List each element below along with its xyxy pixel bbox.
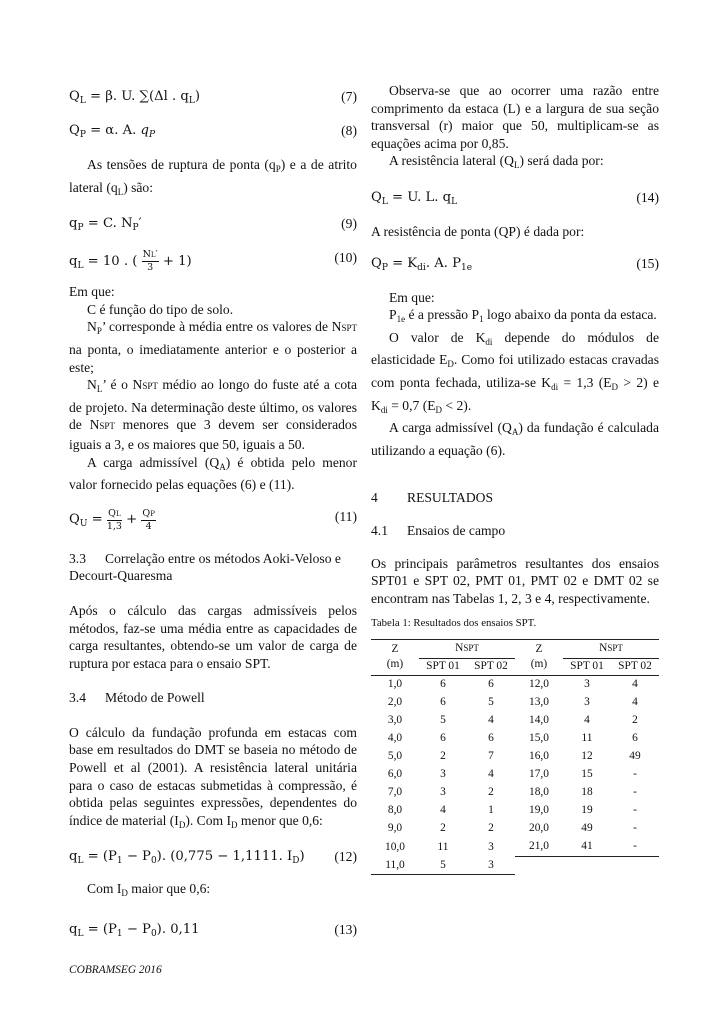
paragraph-4-1: Os principais parâmetros resultantes dos ensaios SPT01 e SPT 02, PMT 01, PMT 02 e DMT 02 se encontram nas Tabelas 1, 2, 3 e 4, respectivamente.	[371, 555, 659, 606]
equation-12-number: (12)	[334, 849, 357, 865]
equation-11-number: (11)	[334, 508, 357, 524]
left-column	[69, 82, 357, 941]
table-row	[371, 784, 659, 802]
nspt-cell: 5	[440, 714, 446, 727]
nspt-cell: 15	[581, 768, 593, 781]
nspt-cell: 11	[581, 732, 593, 745]
table-row	[371, 802, 659, 820]
depth-cell: 7,0	[387, 786, 403, 799]
equation-13	[69, 921, 357, 941]
heading-3-3-number: 3.3	[69, 550, 86, 566]
equation-7	[69, 88, 357, 108]
equation-12-expression: $q_L = (P_1 - P_0)$. (0,775 − 1,1111. $I_D$)	[69, 849, 305, 867]
depth-cell: 15,0	[529, 732, 549, 745]
equation-13-number: (13)	[334, 922, 357, 938]
qa-paragraph-right: A carga admissível $(Q_A)$ da fundação é calculada utilizando a equação (6).	[371, 420, 659, 458]
heading-3-4-title: Método de Powell	[105, 690, 205, 706]
table-row	[371, 712, 659, 730]
equation-14	[371, 189, 659, 209]
spt02-header-right: SPT 02	[611, 658, 659, 675]
paragraph-3-3: Após o cálculo das cargas admissíveis pelos métodos, faz-se uma média entre as capacidades de carga resultantes, obtendo-se um valor de carga de ruptura por estaca para o ensaio SPT.	[69, 602, 357, 671]
nspt-cell: 19	[581, 804, 593, 817]
nspt-cell: 1	[488, 804, 494, 817]
kdi-definition: O valor de $K_{di}$ depende do módulos de elasticidade $E_D$. Como foi utilizado estacas cravadas com ponta fechada, utiliza-se $K_{di} = 1,3$ $(E_D > 2)$ e $K_{di} = 0,7$ $(E_D < 2)$.	[371, 329, 660, 415]
equation-15-expression: $Q_P = K_{di}$. A. $P_{1e}$	[371, 255, 473, 273]
table-row	[371, 856, 659, 875]
equation-10-expression: $q_L = 10$ . ( $\frac{NL'}{3}$ + 1)	[69, 249, 192, 274]
paragraph-3-4: O cálculo da fundação profunda em estacas com base em resultados do DMT se baseia no método de Powell et al (2001). A resistência lateral unitária para o caso de estacas submetidas à compressão, é obtida pelas seguintes expressões, dependentes do índice de material $(I_D)$. Com $I_D$ menor que 0,6:	[69, 724, 357, 830]
depth-cell: 6,0	[387, 768, 403, 781]
spt01-header-right: SPT 01	[563, 658, 611, 675]
nspt-cell: 3	[584, 696, 590, 709]
depth-cell: 1,0	[387, 678, 403, 691]
equation-7-number: (7)	[341, 89, 357, 104]
depth-cell: 4,0	[387, 732, 403, 745]
table-caption: Tabela 1: Resultados dos ensaios SPT.	[371, 617, 537, 630]
heading-4	[371, 489, 659, 507]
depth-cell: 13,0	[529, 696, 549, 709]
spt01-header-left: SPT 01	[419, 658, 467, 675]
nspt-cell: 4	[488, 768, 494, 781]
nspt-cell: 3	[440, 786, 446, 799]
nspt-cell: 6	[632, 732, 638, 745]
equation-10	[69, 249, 357, 275]
nspt-cell: 4	[632, 678, 638, 691]
heading-3-4	[69, 689, 357, 707]
table-row	[371, 766, 659, 784]
nspt-cell: 2	[488, 786, 494, 799]
p1e-definition: $P_{1e}$ é a pressão $P_1$ logo abaixo da ponta da estaca.	[389, 307, 657, 325]
z-header-right: Z (m)	[515, 639, 563, 675]
nspt-cell: 49	[581, 822, 593, 835]
equation-11-expression: $Q_U$ = $\frac{QL}{1,3}$ + $\frac{QP}{4}$	[69, 507, 155, 532]
nspt-cell: 41	[563, 838, 611, 857]
nspt-cell: 6	[488, 678, 494, 691]
spt02-header-left: SPT 02	[467, 658, 515, 675]
nspt-cell: 12	[581, 750, 593, 763]
depth-cell: 16,0	[529, 750, 549, 763]
spt-results-table	[371, 639, 659, 876]
depth-cell: 5,0	[387, 750, 403, 763]
depth-cell	[515, 856, 563, 875]
nspt-cell: -	[633, 804, 637, 817]
id-maior-text: Com $I_D$ maior que 0,6:	[87, 881, 211, 899]
em-que-label-right: Em que:	[389, 289, 435, 305]
nspt-cell: 6	[440, 732, 446, 745]
c-definition: C é função do tipo de solo.	[87, 301, 234, 317]
nspt-cell: 7	[488, 750, 494, 763]
nspt-cell: 4	[632, 696, 638, 709]
em-que-label: Em que:	[69, 284, 115, 300]
nspt-cell: 2	[632, 714, 638, 727]
heading-4-number: 4	[371, 490, 378, 506]
nspt-header-right: NSPT	[563, 639, 659, 658]
equation-8-number: (8)	[341, 123, 357, 138]
equation-15-number: (15)	[636, 255, 659, 271]
footer-conference: COBRAMSEG 2016	[69, 964, 162, 976]
table-row	[371, 730, 659, 748]
equation-12	[69, 848, 357, 868]
nspt-header-left: NSPT	[419, 639, 515, 658]
nspt-cell: -	[633, 768, 637, 781]
nspt-cell: 49	[629, 750, 641, 763]
depth-cell: 8,0	[387, 804, 403, 817]
depth-cell: 20,0	[529, 822, 549, 835]
equation-13-expression: $q_L = (P_1 - P_0)$. 0,11	[69, 922, 200, 940]
equation-7-expression: $Q_L = \beta$. U. ∑(Δl . $q_L$)	[69, 89, 200, 106]
paragraph-observa: Observa-se que ao ocorrer uma razão entre comprimento da estaca (L) e a largura de sua seção transversal (r) maior que 50, multiplicam-se as equações acima por 0,85.	[371, 83, 659, 151]
heading-3-3	[69, 550, 357, 585]
heading-4-1-number: 4.1	[371, 522, 388, 538]
equation-9	[69, 215, 357, 235]
paragraph-lateral: A resistência lateral $(Q_L)$ será dada por:	[389, 153, 604, 171]
table-row	[371, 694, 659, 712]
nspt-cell: -	[611, 838, 659, 857]
depth-cell: 10,0	[385, 840, 405, 853]
z-header-left: Z (m)	[371, 639, 419, 675]
nspt-cell: 5	[488, 696, 494, 709]
depth-cell: 3,0	[387, 714, 403, 727]
nspt-cell: 6	[488, 732, 494, 745]
nspt-cell: 2	[440, 750, 446, 763]
paragraph-ponta: A resistência de ponta (QP) é dada por:	[371, 223, 585, 239]
nspt-cell: 3	[440, 768, 446, 781]
equation-8-expression: $Q_P = \alpha$. A. $q_P$	[69, 123, 156, 140]
depth-cell: 17,0	[529, 768, 549, 781]
table-header-row	[371, 639, 659, 658]
heading-4-1-title: Ensaios de campo	[407, 522, 506, 538]
equation-9-number: (9)	[341, 216, 357, 232]
heading-4-1	[371, 522, 659, 540]
nspt-cell: 5	[419, 856, 467, 875]
depth-cell: 12,0	[529, 678, 549, 691]
heading-3-4-number: 3.4	[69, 690, 86, 706]
equation-8	[69, 122, 357, 142]
depth-cell: 18,0	[529, 786, 549, 799]
table-row	[371, 838, 659, 857]
equation-15	[371, 255, 659, 275]
nspt-cell: 4	[584, 714, 590, 727]
nspt-cell: 4	[440, 804, 446, 817]
depth-cell: 11,0	[371, 856, 419, 875]
nspt-cell	[611, 856, 659, 875]
equation-9-expression: $q_P = C$. $N_P'$	[69, 216, 142, 234]
nspt-cell: 4	[488, 714, 494, 727]
heading-4-title: RESULTADOS	[407, 490, 494, 506]
equation-14-number: (14)	[636, 189, 659, 205]
heading-3-3-title: Correlação entre os métodos Aoki-Veloso e Decourt-Quaresma	[69, 550, 341, 584]
equation-11	[69, 508, 357, 534]
equation-10-number: (10)	[334, 250, 357, 266]
nl-definition: $N_L$’ é o NSPT médio ao longo do fuste até a cota de projeto. Na determinação deste último, os valores de NSPT menores que 3 devem ser considerados iguais a 3, e os maiores que 50, iguais a 50.	[69, 377, 357, 452]
nspt-cell: 18	[581, 786, 593, 799]
right-column	[371, 82, 659, 875]
nspt-cell: -	[633, 786, 637, 799]
nspt-cell: 2	[440, 822, 446, 835]
qa-paragraph: A carga admissível $(Q_A)$ é obtida pelo menor valor fornecido pelas equações (6) e (11).	[69, 454, 357, 493]
depth-cell: 21,0	[515, 838, 563, 857]
nspt-cell: 2	[488, 822, 494, 835]
nspt-cell: 6	[440, 696, 446, 709]
nspt-cell: -	[633, 822, 637, 835]
table-row	[371, 820, 659, 838]
nspt-cell: 3	[488, 840, 494, 853]
table-body	[371, 675, 659, 875]
nspt-cell: 3	[584, 678, 590, 691]
np-definition: $N_P$’ corresponde à média entre os valores de NSPT na ponta, o imediatamente anterior e o posterior a este;	[69, 319, 357, 375]
table-row	[371, 748, 659, 766]
nspt-cell	[563, 856, 611, 875]
depth-cell: 9,0	[387, 822, 403, 835]
depth-cell: 2,0	[387, 696, 403, 709]
equation-14-expression: $Q_L = U$. L. $q_L$	[371, 189, 458, 207]
depth-cell: 14,0	[529, 714, 549, 727]
nspt-cell: 3	[467, 856, 515, 875]
paragraph-tensoes: As tensões de ruptura de ponta $(q_P)$ e a de atrito lateral $(q_L)$ são:	[69, 157, 357, 197]
nspt-cell: 11	[437, 840, 449, 853]
depth-cell: 19,0	[529, 804, 549, 817]
nspt-cell: 6	[440, 678, 446, 691]
table-row	[371, 675, 659, 694]
